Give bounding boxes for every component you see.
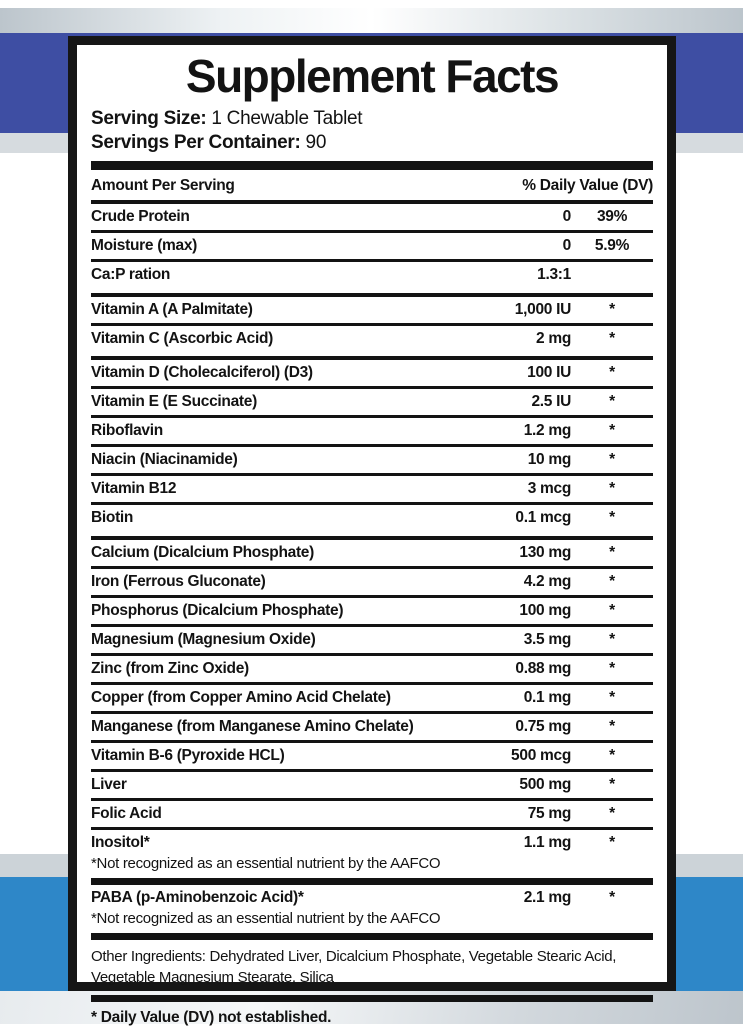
nutrient-row xyxy=(91,830,653,854)
nutrient-dv: * xyxy=(609,746,615,764)
nutrient-amount: 0.1 mg xyxy=(523,688,571,706)
nutrient-row xyxy=(91,262,653,297)
nutrient-name: PABA (p-Aminobenzoic Acid)* xyxy=(91,888,304,906)
top-silver-band xyxy=(0,8,743,33)
nutrient-amount: 1.2 mg xyxy=(523,422,571,440)
nutrient-row xyxy=(91,801,653,830)
nutrient-amount: 100 IU xyxy=(527,364,571,382)
nutrient-row xyxy=(91,885,653,909)
column-header-row xyxy=(91,170,653,204)
nutrient-row xyxy=(91,418,653,447)
nutrient-amount: 4.2 mg xyxy=(523,572,571,590)
nutrient-name: Vitamin A (A Palmitate) xyxy=(91,300,253,318)
nutrient-amount: 1.1 mg xyxy=(523,833,571,851)
other-ingredients: Other Ingredients: Dehydrated Liver, Dicalcium Phosphate, Vegetable Stearic Acid, Vegetable Magnesium Stearate, Silica xyxy=(91,940,653,1002)
dv-footnote: * Daily Value (DV) not established. xyxy=(91,1008,332,1026)
nutrient-amount: 2.1 mg xyxy=(523,888,571,906)
nutrient-name: Ca:P ration xyxy=(91,266,171,284)
nutrient-dv: * xyxy=(609,509,615,527)
nutrient-row xyxy=(91,685,653,714)
nutrient-name: Niacin (Niacinamide) xyxy=(91,451,238,469)
nutrient-dv: * xyxy=(609,364,615,382)
nutrient-name: Manganese (from Manganese Amino Chelate) xyxy=(91,717,414,735)
servings-per-container-label: Servings Per Container: xyxy=(91,131,301,153)
nutrient-name: Vitamin D (Cholecalciferol) (D3) xyxy=(91,364,313,382)
nutrient-name: Zinc (from Zinc Oxide) xyxy=(91,659,249,677)
nutrient-row xyxy=(91,233,653,262)
nutrient-row xyxy=(91,297,653,326)
nutrient-amount: 1.3:1 xyxy=(537,266,571,284)
serving-size-line xyxy=(91,107,653,131)
nutrient-amount: 0.1 mcg xyxy=(515,509,571,527)
nutrient-row xyxy=(91,360,653,389)
servings-per-container-line xyxy=(91,131,653,155)
nutrient-dv: * xyxy=(609,422,615,440)
nutrient-name: Vitamin E (E Succinate) xyxy=(91,393,257,411)
supplement-facts-panel xyxy=(68,36,676,1026)
nutrient-name: Folic Acid xyxy=(91,804,162,822)
nutrient-row xyxy=(91,743,653,772)
nutrient-row xyxy=(91,447,653,476)
aafco-note: *Not recognized as an essential nutrient by the AAFCO xyxy=(91,853,653,885)
nutrient-amount: 10 mg xyxy=(527,451,571,469)
nutrient-amount: 3 mcg xyxy=(527,480,571,498)
nutrient-row xyxy=(91,714,653,743)
nutrient-name: Riboflavin xyxy=(91,422,163,440)
nutrient-amount: 1,000 IU xyxy=(514,300,571,318)
nutrient-dv: * xyxy=(609,659,615,677)
nutrient-dv: * xyxy=(609,833,615,851)
nutrient-row xyxy=(91,627,653,656)
serving-size-label: Serving Size: xyxy=(91,107,207,129)
nutrient-dv: * xyxy=(609,451,615,469)
nutrient-rows xyxy=(91,204,653,940)
aafco-note: *Not recognized as an essential nutrient by the AAFCO xyxy=(91,908,653,940)
nutrient-row xyxy=(91,505,653,540)
nutrient-name: Crude Protein xyxy=(91,208,190,226)
nutrient-row xyxy=(91,326,653,361)
nutrient-dv: * xyxy=(609,329,615,347)
nutrient-row xyxy=(91,772,653,801)
nutrient-name: Iron (Ferrous Gluconate) xyxy=(91,572,266,590)
thick-divider xyxy=(91,161,653,170)
nutrient-amount: 500 mcg xyxy=(511,746,571,764)
nutrient-name: Calcium (Dicalcium Phosphate) xyxy=(91,543,314,561)
nutrient-dv: * xyxy=(609,688,615,706)
nutrient-dv: * xyxy=(609,888,615,906)
nutrient-row xyxy=(91,569,653,598)
supplement-facts-title: Supplement Facts xyxy=(185,50,559,102)
nutrient-dv: * xyxy=(609,480,615,498)
serving-size-value: 1 Chewable Tablet xyxy=(211,107,363,129)
daily-value-header: % Daily Value (DV) xyxy=(522,177,653,195)
nutrient-row xyxy=(91,598,653,627)
nutrient-row xyxy=(91,656,653,685)
nutrient-amount: 0 xyxy=(562,208,571,226)
nutrient-name: Vitamin B-6 (Pyroxide HCL) xyxy=(91,746,285,764)
amount-per-serving-header: Amount Per Serving xyxy=(91,177,235,195)
nutrient-amount: 130 mg xyxy=(519,543,571,561)
nutrient-amount: 3.5 mg xyxy=(523,630,571,648)
nutrient-amount: 75 mg xyxy=(527,804,571,822)
nutrient-name: Magnesium (Magnesium Oxide) xyxy=(91,630,316,648)
nutrient-name: Inositol* xyxy=(91,833,150,851)
nutrient-name: Vitamin C (Ascorbic Acid) xyxy=(91,329,273,347)
nutrient-amount: 2 mg xyxy=(536,329,571,347)
nutrient-amount: 0.88 mg xyxy=(515,659,571,677)
nutrient-dv: * xyxy=(609,572,615,590)
nutrient-amount: 0 xyxy=(562,237,571,255)
nutrient-row xyxy=(91,389,653,418)
nutrient-dv: * xyxy=(609,543,615,561)
nutrient-dv: * xyxy=(609,393,615,411)
nutrient-dv: 39% xyxy=(596,208,628,226)
servings-per-container-value: 90 xyxy=(305,131,327,153)
nutrient-dv: * xyxy=(609,804,615,822)
nutrient-dv: * xyxy=(609,717,615,735)
nutrient-amount: 100 mg xyxy=(519,601,571,619)
nutrient-amount: 2.5 IU xyxy=(531,393,571,411)
nutrient-amount: 0.75 mg xyxy=(515,717,571,735)
nutrient-name: Vitamin B12 xyxy=(91,480,177,498)
nutrient-name: Copper (from Copper Amino Acid Chelate) xyxy=(91,688,391,706)
nutrient-dv: * xyxy=(609,775,615,793)
nutrient-row xyxy=(91,476,653,505)
nutrient-dv: * xyxy=(609,300,615,318)
nutrient-dv: 5.9% xyxy=(594,237,630,255)
nutrient-dv: * xyxy=(609,630,615,648)
nutrient-dv: * xyxy=(609,601,615,619)
nutrient-name: Phosphorus (Dicalcium Phosphate) xyxy=(91,601,344,619)
nutrient-name: Moisture (max) xyxy=(91,237,198,255)
nutrient-amount: 500 mg xyxy=(519,775,571,793)
nutrient-name: Biotin xyxy=(91,509,134,527)
nutrient-name: Liver xyxy=(91,775,127,793)
nutrient-row xyxy=(91,204,653,233)
nutrient-row xyxy=(91,540,653,569)
